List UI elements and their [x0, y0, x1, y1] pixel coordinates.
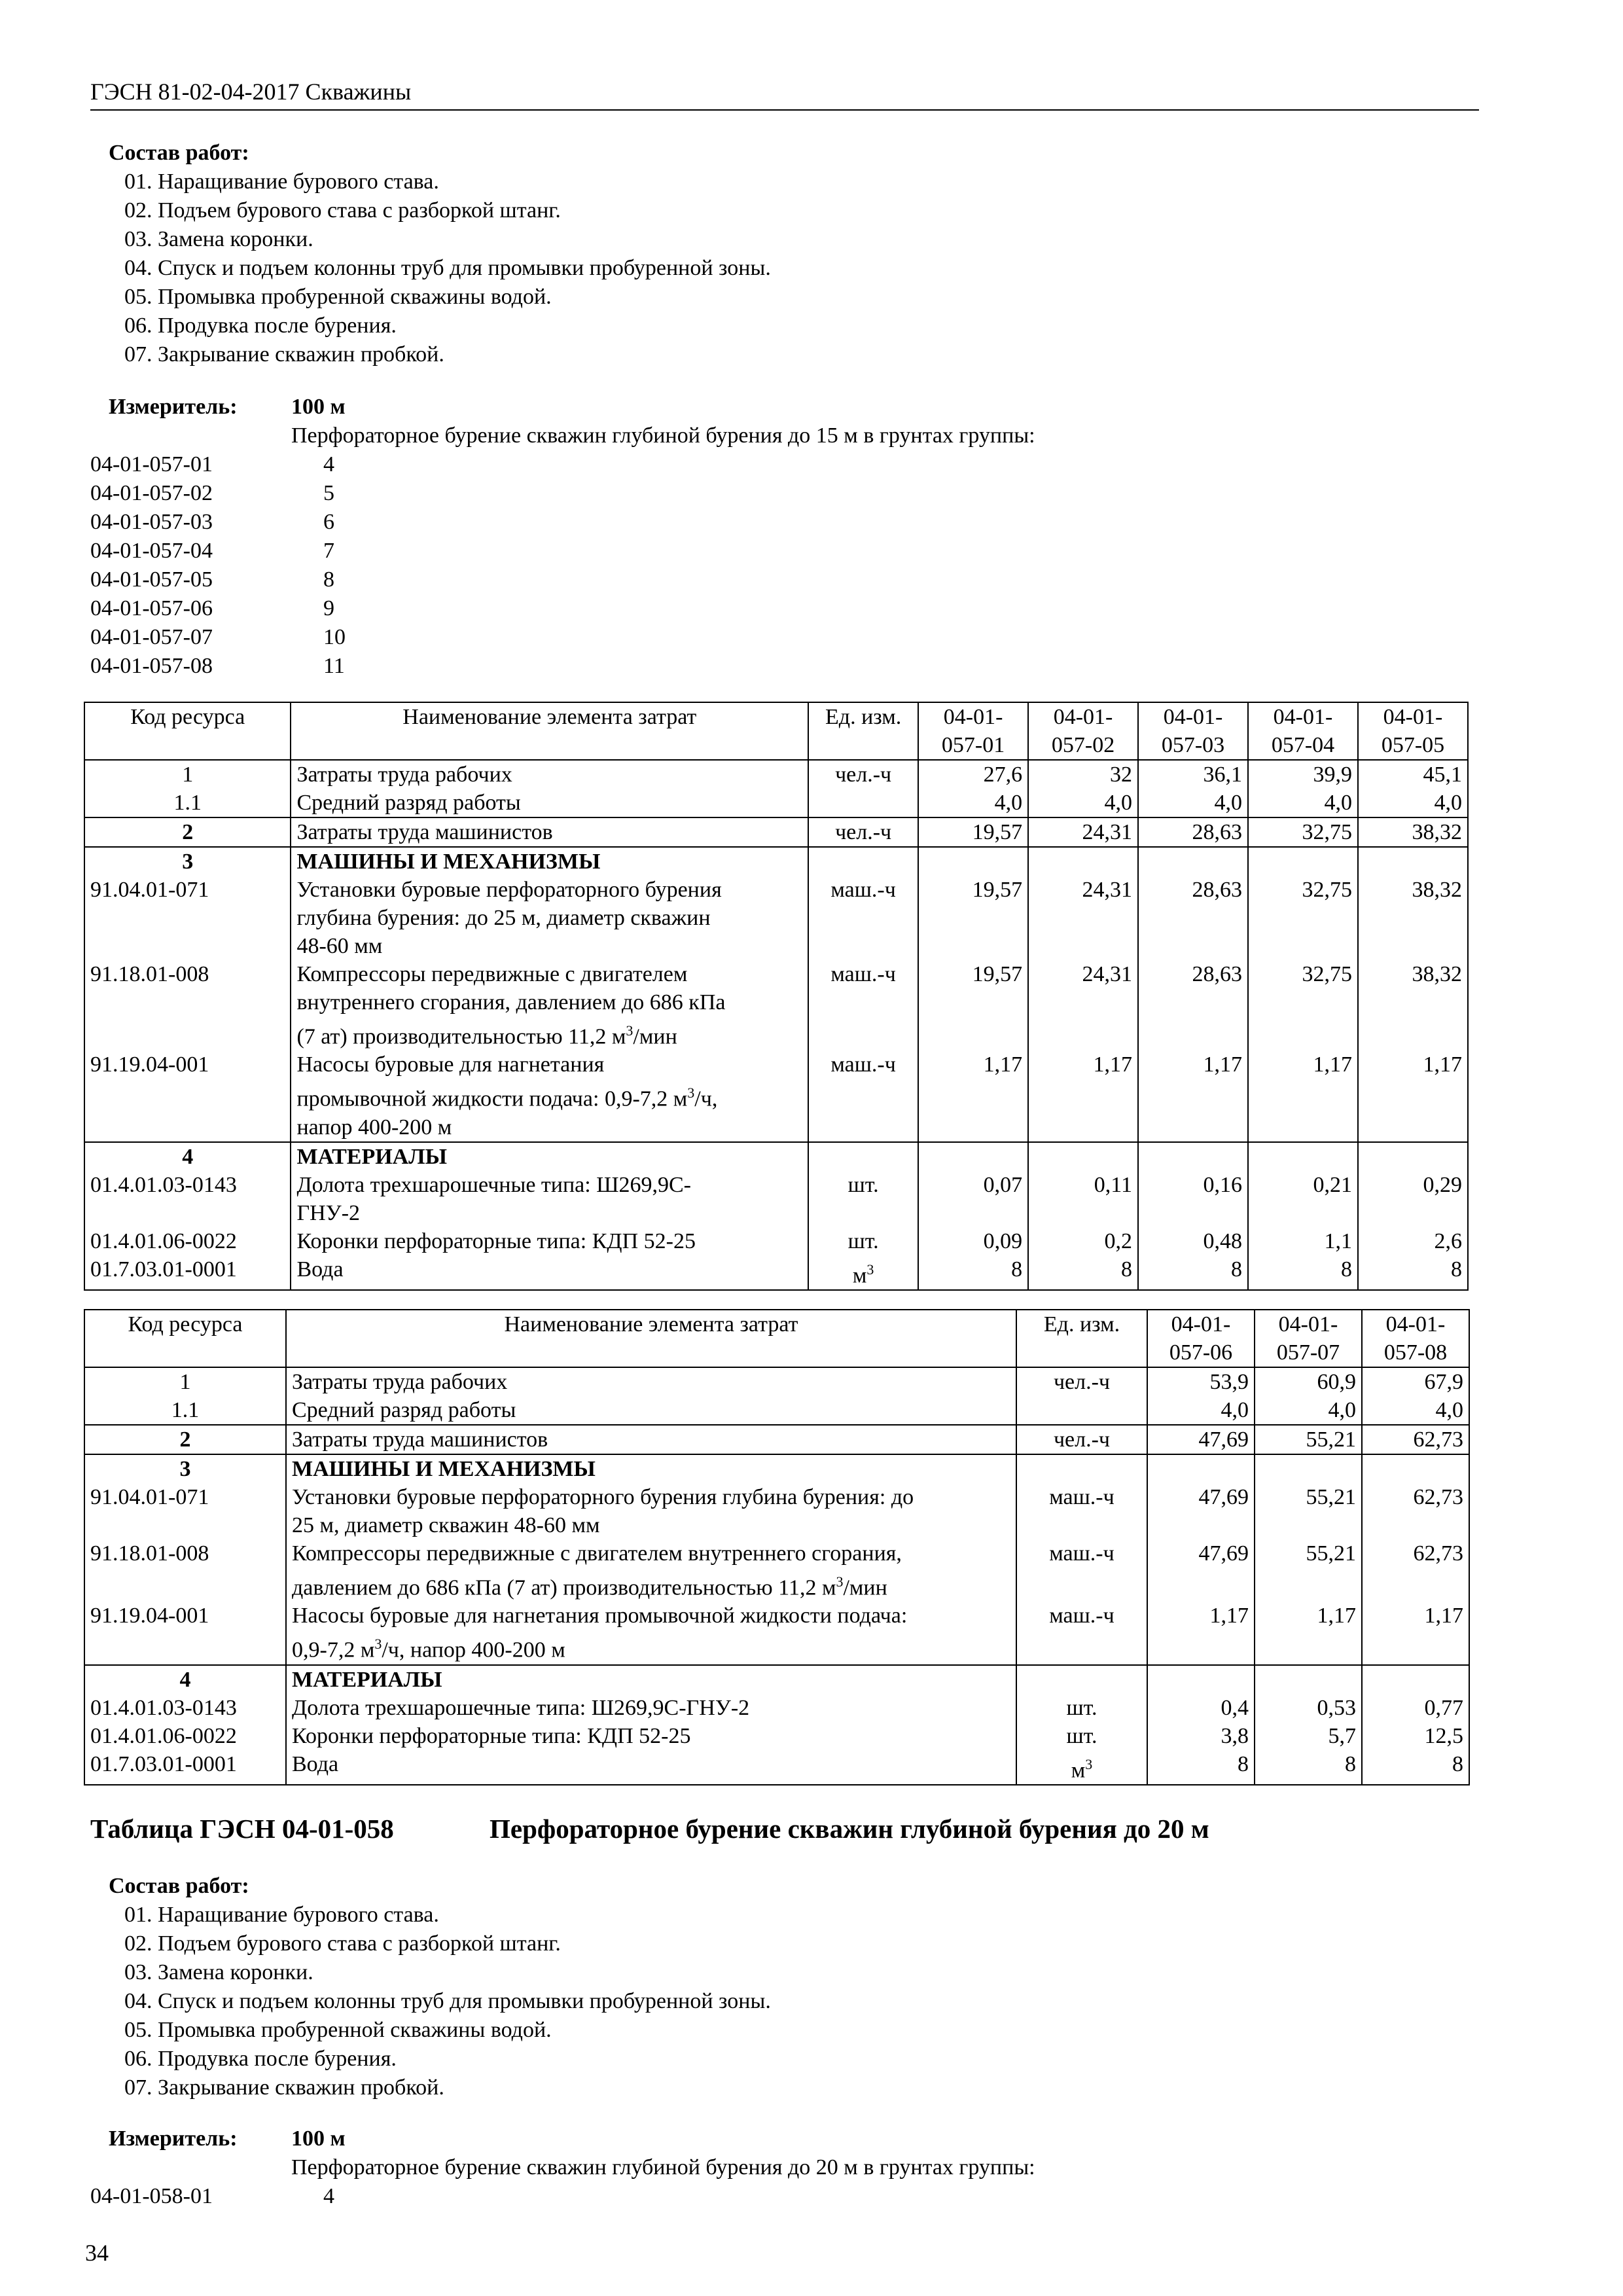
code-item	[90, 537, 346, 565]
izm-label: Измеритель:	[109, 2126, 238, 2151]
table-row: 01.4.01.06-0022 Коронки перфораторные типа: КДП 52-25 шт. 0,09 0,2 0,48 1,1 2,6	[84, 1227, 1468, 1255]
table-row: 01.7.03.01-0001 Вода $м^3$ 8 8 8	[84, 1750, 1469, 1785]
work-item: 02. Подъем бурового става с разборкой штанг.	[124, 198, 561, 223]
code-item	[90, 508, 346, 537]
col-header-rate: 04-01- 057-01	[918, 702, 1028, 760]
col-header-unit: Ед. изм.	[1016, 1310, 1147, 1367]
code-item	[90, 565, 346, 594]
soil-group: 11	[323, 654, 345, 678]
soil-group: 6	[323, 510, 334, 534]
soil-group: 9	[323, 596, 334, 620]
table-row: 4 МАТЕРИАЛЫ	[84, 1665, 1469, 1694]
table-title-text: Перфораторное бурение скважин глубиной бурения до 20 м	[490, 1814, 1209, 1844]
work-item: 04. Спуск и подъем колонны труб для промывки пробуренной зоны.	[124, 1989, 771, 2013]
code-number: 04-01-058-01	[90, 2184, 213, 2208]
resources-table-2	[84, 1309, 1470, 1785]
code-number: 04-01-057-07	[90, 625, 213, 649]
work-item: 01. Наращивание бурового става.	[124, 1903, 439, 1927]
table-title-label: Таблица ГЭСН 04-01-058	[90, 1814, 394, 1844]
table-row: 3 МАШИНЫ И МЕХАНИЗМЫ	[84, 847, 1468, 876]
sostav-label: Состав работ:	[109, 1874, 249, 1898]
table-row: 2 Затраты труда машинистов чел.-ч 19,57 24,31 28,63 32,75 38,32	[84, 817, 1468, 847]
soil-group: 4	[323, 452, 334, 476]
table-row: 4 МАТЕРИАЛЫ	[84, 1142, 1468, 1171]
table-row: 01.7.03.01-0001 Вода $м^3$ 8 8 8 8 8	[84, 1255, 1468, 1290]
col-header-rate: 04-01- 057-05	[1358, 702, 1468, 760]
code-number: 04-01-057-08	[90, 654, 213, 678]
running-header: ГЭСН 81-02-04-2017 Скважины	[90, 79, 412, 105]
table-row: 91.18.01-008 Компрессоры передвижные с двигателем внутреннего сгорания, давлением до 686 кПа (7 ат) производительностью 11,2 $м^3$/мин маш.-ч 19,57 24,31 28,63 32,75 38,32	[84, 960, 1468, 1050]
work-item: 06. Продувка после бурения.	[124, 314, 397, 338]
code-number: 04-01-057-05	[90, 567, 213, 592]
code-item	[90, 623, 346, 652]
table-row: 91.19.04-001 Насосы буровые для нагнетания промывочной жидкости подача: 0,9-7,2 $м^3/ч$, напор 400-200 м маш.-ч 1,17 1,17 1,17 1,17 1,17	[84, 1050, 1468, 1141]
table-row: 1 Затраты труда рабочих чел.-ч 27,6 32 36,1 39,9 45,1	[84, 760, 1468, 789]
work-item: 07. Закрывание скважин пробкой.	[124, 2075, 444, 2100]
table-row: 91.19.04-001 Насосы буровые для нагнетания промывочной жидкости подача: 0,9-7,2 $м^3/ч$, напор 400-200 м маш.-ч 1,17 1,17 1,17	[84, 1602, 1469, 1664]
col-header-rate: 04-01- 057-08	[1362, 1310, 1469, 1367]
work-item: 02. Подъем бурового става с разборкой штанг.	[124, 1931, 561, 1956]
table-row: 2 Затраты труда машинистов чел.-ч 47,69 55,21 62,73	[84, 1425, 1469, 1454]
table-row: 01.4.01.03-0143 Долота трехшарошечные типа: Ш269,9С- ГНУ-2 шт. 0,07 0,11 0,16 0,21 0,29	[84, 1171, 1468, 1227]
col-header-rate: 04-01- 057-02	[1028, 702, 1138, 760]
table-row: 3 МАШИНЫ И МЕХАНИЗМЫ	[84, 1454, 1469, 1483]
izm-description: Перфораторное бурение скважин глубиной бурения до 15 м в грунтах группы:	[291, 423, 1035, 448]
code-number: 04-01-057-04	[90, 539, 213, 563]
work-item: 07. Закрывание скважин пробкой.	[124, 342, 444, 367]
work-item: 05. Промывка пробуренной скважины водой.	[124, 285, 552, 309]
resources-table-1	[84, 702, 1469, 1291]
code-item	[90, 2182, 334, 2211]
soil-group: 5	[323, 481, 334, 505]
code-number: 04-01-057-06	[90, 596, 213, 620]
table-row: 1 Затраты труда рабочих чел.-ч 53,9 60,9 67,9	[84, 1367, 1469, 1396]
table-row: 1.1 Средний разряд работы 4,0 4,0 4,0 4,0 4,0	[84, 789, 1468, 817]
col-header-name: Наименование элемента затрат	[291, 702, 808, 760]
work-item: 03. Замена коронки.	[124, 227, 313, 251]
soil-group: 8	[323, 567, 334, 592]
col-header-rate: 04-01- 057-03	[1138, 702, 1248, 760]
table-header-row	[84, 702, 1468, 760]
code-number: 04-01-057-03	[90, 510, 213, 534]
table-row: 1.1 Средний разряд работы 4,0 4,0 4,0	[84, 1396, 1469, 1425]
col-header-rate: 04-01- 057-06	[1147, 1310, 1255, 1367]
col-header-code: Код ресурса	[84, 702, 291, 760]
code-item	[90, 594, 346, 623]
izm-value: 100 м	[291, 395, 346, 419]
soil-group: 4	[323, 2184, 334, 2208]
work-item: 04. Спуск и подъем колонны труб для промывки пробуренной зоны.	[124, 256, 771, 280]
col-header-rate: 04-01- 057-04	[1248, 702, 1358, 760]
table-row: 91.04.01-071 Установки буровые перфораторного бурения глубина бурения: до 25 м, диаметр скважин 48-60 мм маш.-ч 19,57 24,31 28,63 32,75 38,32	[84, 876, 1468, 960]
works-list	[124, 1901, 771, 2102]
code-item	[90, 450, 346, 479]
table-row: 91.18.01-008 Компрессоры передвижные с двигателем внутреннего сгорания, давлением до 686 кПа (7 ат) производительностью 11,2 $м^3$/мин маш.-ч 47,69 55,21 62,73	[84, 1539, 1469, 1602]
work-item: 05. Промывка пробуренной скважины водой.	[124, 2018, 552, 2042]
code-item	[90, 479, 346, 508]
table-row: 01.4.01.03-0143 Долота трехшарошечные типа: Ш269,9С-ГНУ-2 шт. 0,4 0,53 0,77	[84, 1694, 1469, 1722]
code-number: 04-01-057-02	[90, 481, 213, 505]
col-header-name: Наименование элемента затрат	[286, 1310, 1016, 1367]
table-row: 01.4.01.06-0022 Коронки перфораторные типа: КДП 52-25 шт. 3,8 5,7 12,5	[84, 1722, 1469, 1750]
work-item: 03. Замена коронки.	[124, 1960, 313, 1984]
work-item: 01. Наращивание бурового става.	[124, 170, 439, 194]
col-header-unit: Ед. изм.	[808, 702, 918, 760]
izm-description: Перфораторное бурение скважин глубиной бурения до 20 м в грунтах группы:	[291, 2155, 1035, 2179]
table-header-row	[84, 1310, 1469, 1367]
col-header-code: Код ресурса	[84, 1310, 286, 1367]
header-rule	[90, 109, 1479, 111]
soil-group: 10	[323, 625, 346, 649]
izm-label: Измеритель:	[109, 395, 238, 419]
izm-value: 100 м	[291, 2126, 346, 2151]
soil-group: 7	[323, 539, 334, 563]
sostav-label: Состав работ:	[109, 141, 249, 165]
table-row: 91.04.01-071 Установки буровые перфораторного бурения глубина бурения: до 25 м, диаметр скважин 48-60 мм маш.-ч 47,69 55,21 62,73	[84, 1483, 1469, 1539]
code-list	[90, 450, 346, 681]
code-number: 04-01-057-01	[90, 452, 213, 476]
code-item	[90, 652, 346, 681]
col-header-rate: 04-01- 057-07	[1255, 1310, 1362, 1367]
works-list	[124, 168, 771, 369]
page-number: 34	[85, 2240, 109, 2266]
work-item: 06. Продувка после бурения.	[124, 2047, 397, 2071]
